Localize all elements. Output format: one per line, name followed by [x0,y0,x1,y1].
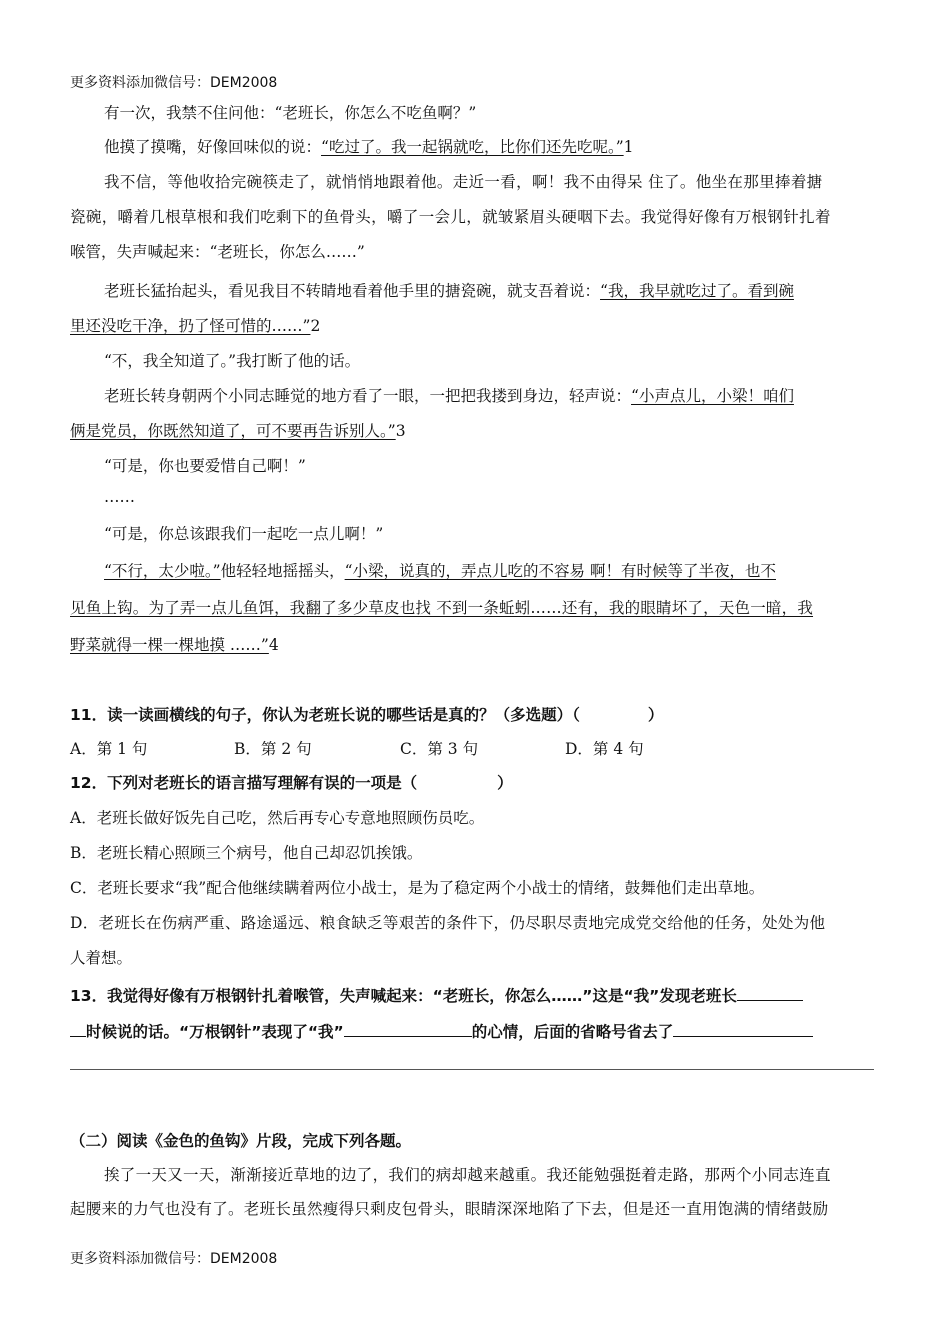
q12-option-a[interactable]: A．老班长做好饭先自己吃，然后再专心专意地照顾伤员吃。 [70,809,485,827]
passage-line: …… [104,488,135,506]
underlined-sentence-4a: “不行，太少啦。” [104,562,221,580]
question-13-line2: 时候说的话。“万根钢针”表现了“我” 的心情，后面的省略号省去了 [70,1020,880,1042]
q13-blank-2[interactable] [344,1022,472,1037]
passage-line: 瓷碗，嚼着几根草根和我们吃剩下的鱼骨头，嚼了一会儿，就皱紧眉头硬咽下去。我觉得好像有万根钢针扎着 [70,208,831,226]
passage-line: “可是，你总该跟我们一起吃一点儿啊！” [104,525,384,543]
passage-line: 有一次，我禁不住问他：“老班长，你怎么不吃鱼啊？” [104,104,477,122]
q11-option-d[interactable]: D．第 4 句 [565,740,644,758]
passage-line: 里还没吃干净，扔了怪可惜的……”2 [70,317,321,335]
q12-option-b[interactable]: B．老班长精心照顾三个病号，他自己却忍饥挨饿。 [70,844,423,862]
passage-line: 我不信，等他收拾完碗筷走了，就悄悄地跟着他。走近一看，啊！我不由得呆 住了。他坐在那里捧着搪 [104,173,823,191]
underlined-sentence-2a: “我，我早就吃过了。看到碗 [600,282,794,300]
question-12-stem: 12．下列对老班长的语言描写理解有误的一项是（ ） [70,774,513,792]
passage-line: 俩是党员，你既然知道了，可不要再告诉别人。”3 [70,422,406,440]
passage-line: 喉管，失声喊起来：“老班长，你怎么……” [70,243,365,261]
passage-line: “可是，你也要爱惜自己啊！” [104,457,306,475]
q13-blank-1-cont[interactable] [70,1022,86,1037]
q11-option-a[interactable]: A．第 1 句 [70,740,148,758]
answer-line[interactable] [70,1069,874,1070]
passage-line: “不，我全知道了。”我打断了他的话。 [104,352,361,370]
q13-blank-1[interactable] [737,986,803,1001]
passage-line: 老班长猛抬起头，看见我目不转睛地看着他手里的搪瓷碗，就支吾着说：“我，我早就吃过了。看到碗 [104,282,794,300]
section-2-title: （二）阅读《金色的鱼钩》片段，完成下列各题。 [70,1132,412,1150]
underlined-sentence-4b: “小梁，说真的，弄点儿吃的不容易 啊！有时候等了半夜，也不 [344,562,776,580]
question-13-stem: 13．我觉得好像有万根钢针扎着喉管，失声喊起来：“老班长，你怎么……”这是“我”发现老班长 [70,984,880,1006]
q11-option-b[interactable]: B．第 2 句 [234,740,312,758]
underlined-sentence-1: “吃过了。我一起锅就吃，比你们还先吃呢。” [321,138,624,156]
header-note: 更多资料添加微信号：DEM2008 [70,75,278,91]
underlined-sentence-4c: 见鱼上钩。为了弄一点儿鱼饵，我翻了多少草皮也找 不到一条蚯蚓……还有，我的眼睛坏了，天色一暗，我 [70,599,814,617]
passage-line: 野菜就得一棵一棵地摸 ……”4 [70,636,279,654]
q13-blank-3[interactable] [673,1022,813,1037]
passage-line: 他摸了摸嘴，好像回味似的说：“吃过了。我一起锅就吃，比你们还先吃呢。”1 [104,138,634,156]
passage-line: 老班长转身朝两个小同志睡觉的地方看了一眼，一把把我搂到身边，轻声说：“小声点儿，小梁！咱们 [104,387,794,405]
q12-option-d[interactable]: D．老班长在伤病严重、路途遥远、粮食缺乏等艰苦的条件下，仍尽职尽责地完成党交给他的任务，处处为他 [70,914,826,932]
underlined-sentence-2b: 里还没吃干净，扔了怪可惜的……” [70,317,311,335]
underlined-sentence-3a: “小声点儿，小梁！咱们 [631,387,794,405]
footer-note: 更多资料添加微信号：DEM2008 [70,1251,278,1267]
question-11-stem: 11．读一读画横线的句子，你认为老班长说的哪些话是真的？（多选题）（ ） [70,706,664,724]
q12-option-d-cont: 人着想。 [70,949,133,967]
underlined-sentence-3b: 俩是党员，你既然知道了，可不要再告诉别人。” [70,422,396,440]
underlined-sentence-4d: 野菜就得一棵一棵地摸 ……” [70,636,269,654]
q11-option-c[interactable]: C．第 3 句 [400,740,479,758]
passage-line: 挨了一天又一天，渐渐接近草地的边了，我们的病却越来越重。我还能勉强挺着走路，那两个小同志连直 [104,1166,831,1184]
q12-option-c[interactable]: C．老班长要求“我”配合他继续瞒着两位小战士，是为了稳定两个小战士的情绪，鼓舞他们走出草地。 [70,879,765,897]
passage-line: 起腰来的力气也没有了。老班长虽然瘦得只剩皮包骨头，眼睛深深地陷了下去，但是还一直用饱满的情绪鼓励 [70,1200,829,1218]
passage-line: “不行，太少啦。”他轻轻地摇摇头，“小梁，说真的，弄点儿吃的不容易 啊！有时候等了半夜，也不 [104,562,776,580]
